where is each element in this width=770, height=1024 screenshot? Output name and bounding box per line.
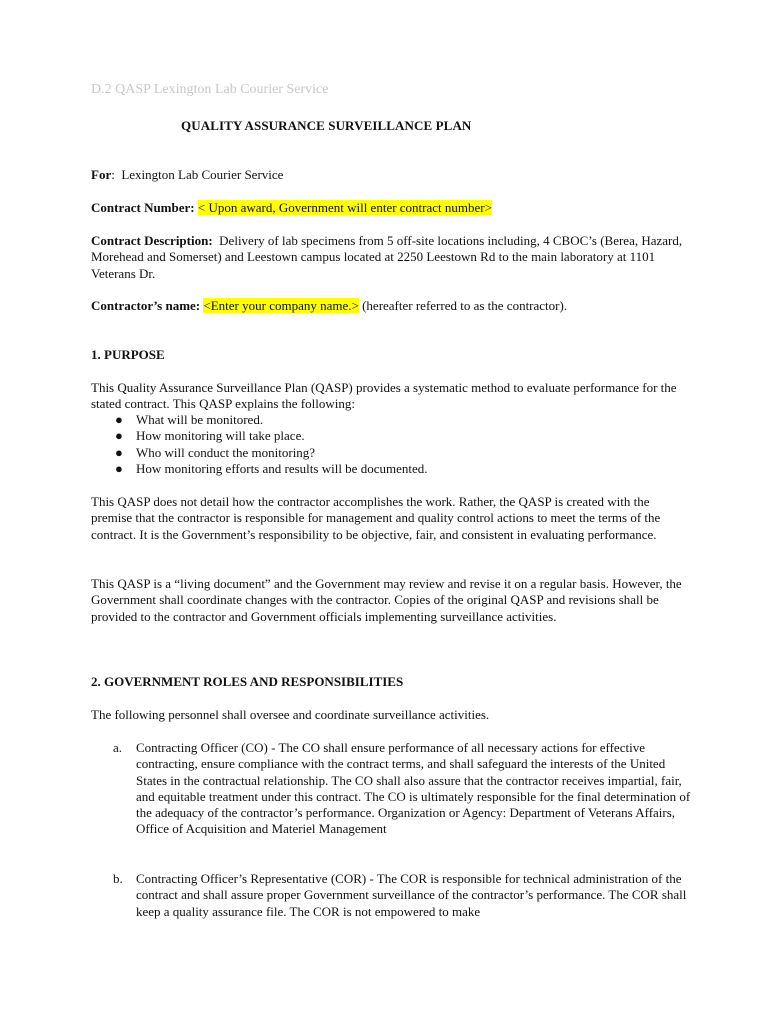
list-item: [91, 461, 691, 477]
list-item: [91, 445, 691, 461]
roles-heading: [91, 674, 691, 690]
list-item: [91, 412, 691, 428]
contract-number-placeholder[interactable]: < Upon award, Government will enter contract number>: [197, 200, 492, 215]
document-header: D.2 QASP Lexington Lab Courier Service: [91, 82, 329, 97]
purpose-paragraph-3: This QASP is a “living document” and the Government may review and revise it on a regular basis. However, the Government shall coordinate changes with the contractor. Copies of the original QASP and revisions shall be provided to the contractor and Government officials implementing surveillance activities.: [91, 576, 682, 624]
list-item: [91, 428, 691, 444]
roles-item-b: [113, 871, 693, 920]
contractor-name-label: Contractor’s name:: [91, 298, 201, 313]
contract-description: [91, 233, 691, 282]
document-title: QUALITY ASSURANCE SURVEILLANCE PLAN: [181, 118, 472, 133]
purpose-intro: This Quality Assurance Surveillance Plan (QASP) provides a systematic method to evaluate performance for the stated contract. This QASP explains the following:: [91, 380, 677, 412]
list-marker: a.: [113, 740, 123, 755]
roles-item-text: Contracting Officer (CO) - The CO shall ensure performance of all necessary actions for effective contracting, ensure compliance with the contract terms, and shall safeguard the interests of the United States in the contractual relationship. The CO shall also assure that the contractor receives impartial, fair, and equitable treatment under this contract. The CO is ultimately responsible for the final determination of the adequacy of the contractor’s performance. Organization or Agency: Department of Veterans Affairs, Office of Acquisition and Materiel Management: [136, 740, 691, 837]
for-label: For: [91, 167, 112, 182]
bullet-icon: ●: [115, 460, 123, 476]
contractor-name-suffix: (hereafter referred to as the contractor).: [362, 298, 568, 313]
list-marker: b.: [113, 871, 123, 886]
contract-description-text: Delivery of lab specimens from 5 off-site locations including, 4 CBOC’s (Berea, Hazard, Morehead and Somerset) and Leestown campus located at 2250 Leestown Rd to the main laboratory at 1101 Veterans Dr.: [91, 233, 683, 281]
purpose-bullet-list: [91, 412, 691, 477]
bullet-icon: ●: [115, 428, 123, 444]
contractor-name-line: [91, 298, 691, 314]
roles-item-a: [113, 740, 693, 838]
contract-number-line: [91, 200, 691, 216]
roles-heading-text: 2. GOVERNMENT ROLES AND RESPONSIBILITIES: [91, 674, 404, 689]
list-item-text: What will be monitored.: [136, 412, 264, 427]
list-item-text: How monitoring will take place.: [136, 428, 305, 444]
contract-description-label: Contract Description:: [91, 233, 213, 248]
list-item-text: Who will conduct the monitoring?: [136, 444, 316, 460]
bullet-icon: ●: [115, 444, 123, 460]
for-value: Lexington Lab Courier Service: [121, 167, 284, 182]
contractor-name-placeholder[interactable]: <Enter your company name.>: [203, 298, 359, 313]
for-line: For: Lexington Lab Courier Service: [91, 167, 284, 182]
bullet-icon: ●: [115, 412, 123, 427]
contract-number-label: Contract Number:: [91, 200, 195, 215]
purpose-heading: [91, 347, 691, 363]
roles-intro: The following personnel shall oversee and coordinate surveillance activities.: [91, 707, 490, 722]
purpose-paragraph-2: This QASP does not detail how the contractor accomplishes the work. Rather, the QASP is created with the premise that the contractor is responsible for management and quality control actions to meet the terms of the contract. It is the Government’s responsibility to be objective, fair, and consistent in evaluating performance.: [91, 494, 661, 542]
list-item-text: How monitoring efforts and results will be documented.: [136, 460, 428, 476]
purpose-heading-text: 1. PURPOSE: [91, 347, 165, 362]
roles-item-text: Contracting Officer’s Representative (COR) - The COR is responsible for technical administration of the contract and shall assure proper Government surveillance of the contractor’s performance. The COR shall keep a quality assurance file. The COR is not empowered to make: [136, 871, 687, 919]
